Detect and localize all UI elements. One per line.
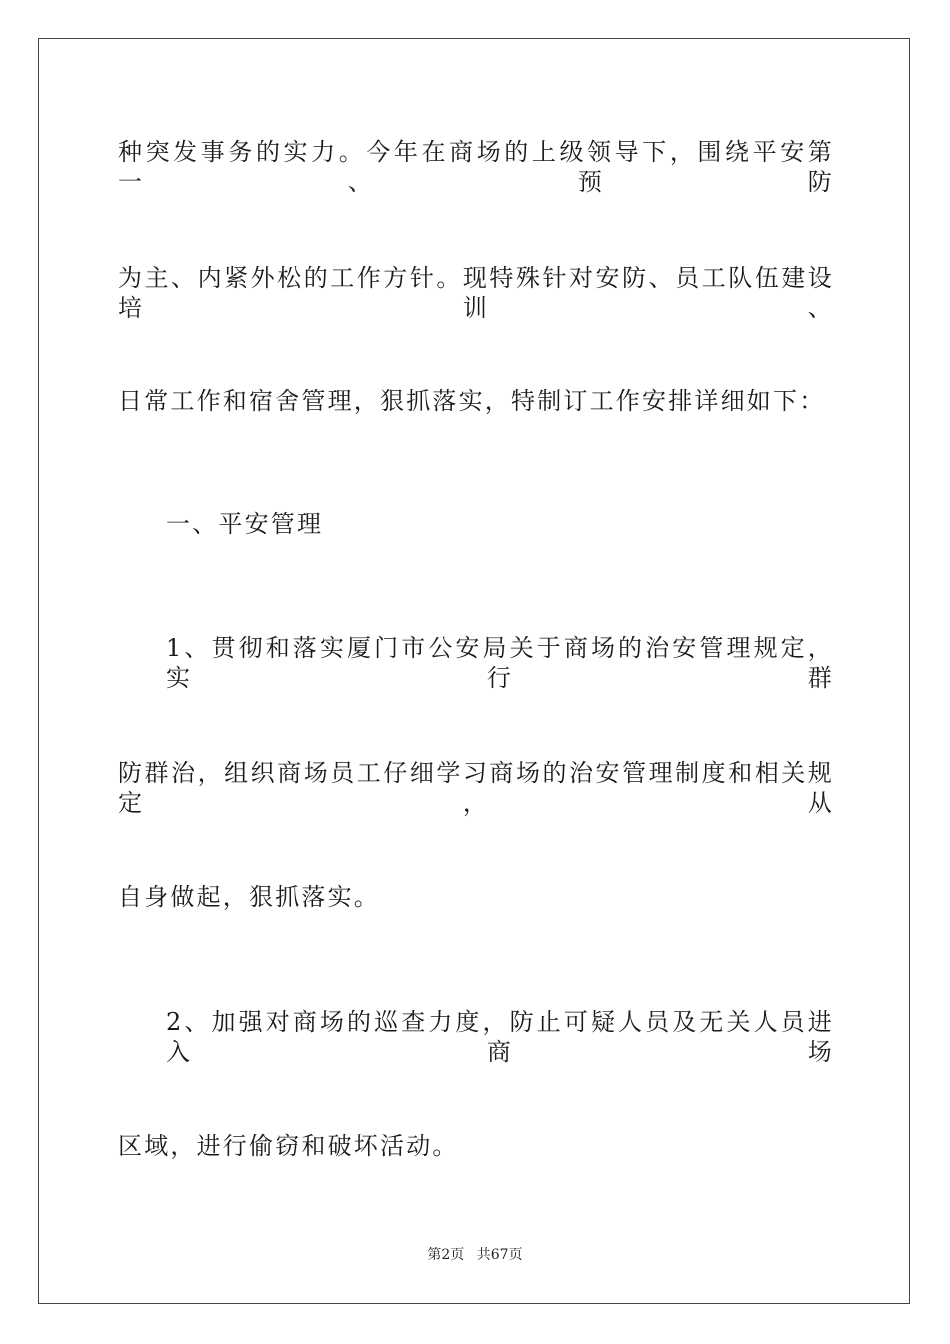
body-text-line: 1、贯彻和落实厦门市公安局关于商场的治安管理规定，实行群	[166, 634, 834, 692]
body-text-line: 自身做起，狠抓落实。	[118, 883, 380, 911]
body-text-line: 防群治，组织商场员工仔细学习商场的治安管理制度和相关规定，从	[118, 759, 834, 817]
body-text-line: 日常工作和宿舍管理，狠抓落实，特制订工作安排详细如下：	[118, 387, 826, 415]
body-text-line: 区域，进行偷窃和破坏活动。	[118, 1132, 459, 1160]
body-text-line: 种突发事务的实力。今年在商场的上级领导下，围绕平安第一、预防	[118, 138, 834, 196]
body-text-line: 为主、内紧外松的工作方针。现特殊针对安防、员工队伍建设培训、	[118, 264, 834, 322]
total-pages: 共67页	[476, 1247, 523, 1263]
page-number: 第2页	[427, 1247, 465, 1263]
body-text-line: 2、加强对商场的巡查力度，防止可疑人员及无关人员进入商场	[166, 1008, 834, 1066]
section-heading: 一、平安管理	[166, 510, 324, 538]
page-footer	[0, 1246, 950, 1264]
